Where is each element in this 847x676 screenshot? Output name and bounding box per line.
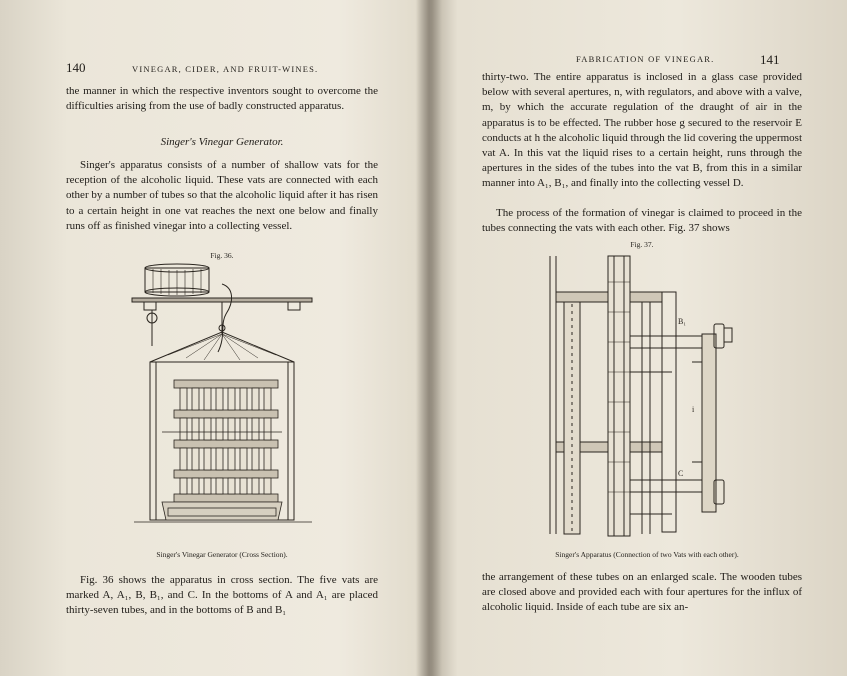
right-continued-paragraph: thirty-two. The entire apparatus is inclosed in a glass case provided below with several apertures, n, with regulators, and above with a valve, m, by which the accurate regulation of the draught of air in the apparatus is to be effected. The rubber hose g secured to the reservoir E conducts at h the alcoholic liquid through the lid covering the uppermost vat A. In this vat the liquid rises to a certain height, runs through the apertures in the sides of the tubes into the vat B, from this in a similar manner into A₁, B₁, and finally into the collecting vessel D. [482,71,802,190]
fig36-illustration [122,262,322,544]
right-end-paragraph: the arrangement of these tubes on an enlarged scale. The wooden tubes are closed above and provided each with four apertures for the influx of alcoholic liquid. Inside of each tube are six an- [482,571,802,614]
fig37-caption: Singer's Apparatus (Connection of two Vats with each other). [555,550,739,559]
singer-paragraph: Singer's apparatus consists of a number of shallow vats for the reception of the alcoholic liquid. These vats are connected with each other by a number of tubes so that the alcoholic liquid after it has risen to a certain height in one vat reaches the next one below and finally runs off as finished vinegar into a collecting vessel. [66,159,378,232]
left-page-number: 140 [66,60,86,75]
fig37-mark-c: C [678,469,684,478]
right-running-head: FABRICATION OF VINEGAR. [576,54,715,64]
fig36-caption: Singer's Vinegar Generator (Cross Section). [156,550,288,559]
fig37-illustration [542,252,762,542]
right-page-number: 141 [760,52,780,67]
fig37-label: Fig. 37. [630,240,654,249]
fig36-paragraph: Fig. 36 shows the apparatus in cross section. The five vats are marked A, A₁, B, B₁, and C. In the bottoms of A and A₁ are placed thirty-seven tubes, and in the bottoms of B and B₁ [66,574,378,617]
fig36-label: Fig. 36. [210,251,234,260]
left-continued-paragraph: the manner in which the respective inventors sought to overcome the difficulties arising from the use of badly constructed apparatus. [66,85,378,113]
fig37-mark-b1: B₁ [678,317,687,326]
section-heading: Singer's Vinegar Generator. [160,136,284,148]
process-paragraph: The process of the formation of vinegar is claimed to proceed in the tubes connecting the vats with each other. Fig. 37 shows [482,207,802,235]
fig37-mark-i: i [692,405,695,414]
right-page [432,0,847,676]
left-running-head: VINEGAR, CIDER, AND FRUIT-WINES. [132,64,319,74]
